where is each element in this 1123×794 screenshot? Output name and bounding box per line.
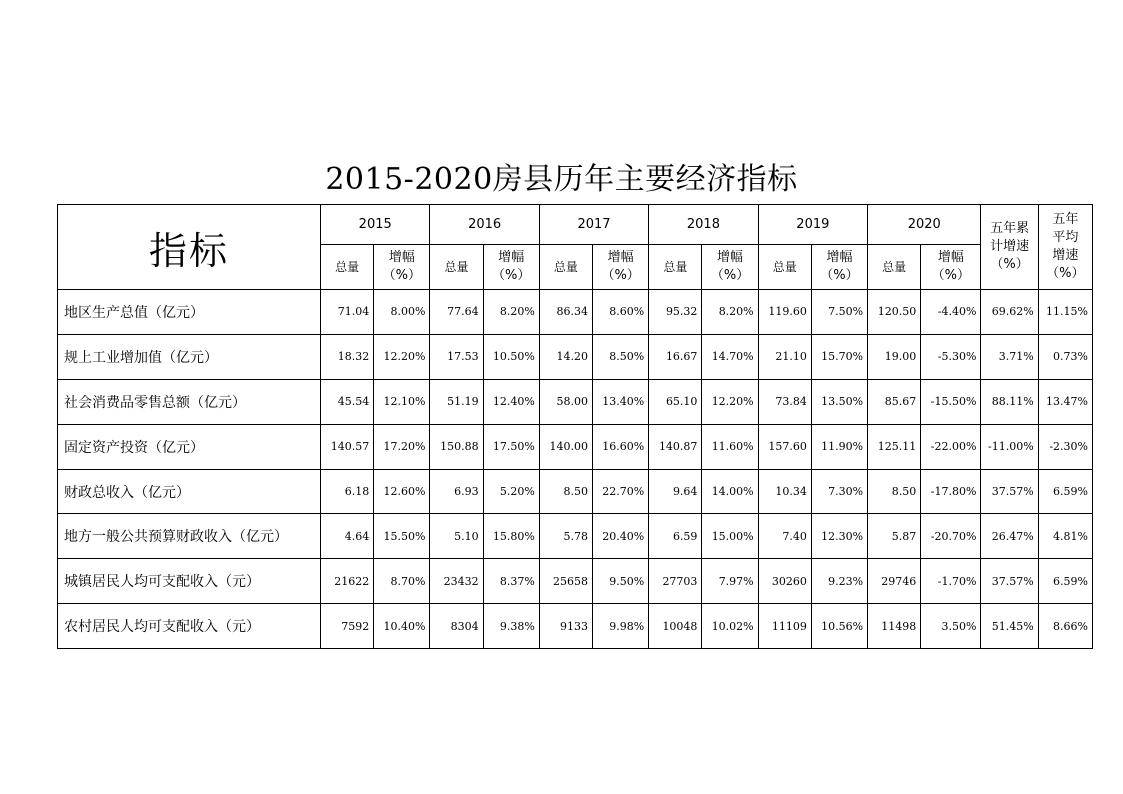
table-cell: 7.30% bbox=[811, 469, 867, 514]
total-header: 总量 bbox=[321, 245, 374, 290]
table-cell: -20.70% bbox=[921, 514, 981, 559]
table-cell: 5.10 bbox=[430, 514, 483, 559]
table-cell: 10.02% bbox=[702, 604, 758, 649]
growth-header: 增幅 （%） bbox=[374, 245, 430, 290]
table-row bbox=[58, 604, 1093, 649]
table-cell: 11.90% bbox=[811, 424, 867, 469]
table-cell: 21622 bbox=[321, 559, 374, 604]
table-cell: 14.00% bbox=[702, 469, 758, 514]
table-cell: 10.40% bbox=[374, 604, 430, 649]
table-cell: 6.93 bbox=[430, 469, 483, 514]
table-cell: 58.00 bbox=[539, 379, 592, 424]
table-cell: -1.70% bbox=[921, 559, 981, 604]
table-cell: 9133 bbox=[539, 604, 592, 649]
table-cell: 25658 bbox=[539, 559, 592, 604]
growth-header: 增幅 （%） bbox=[593, 245, 649, 290]
table-cell: 7.97% bbox=[702, 559, 758, 604]
table-cell: 9.64 bbox=[649, 469, 702, 514]
table-cell: 6.59% bbox=[1038, 559, 1092, 604]
table-cell: 0.73% bbox=[1038, 334, 1092, 379]
table-cell: -4.40% bbox=[921, 290, 981, 335]
table-cell: 10.56% bbox=[811, 604, 867, 649]
table-cell: 8.37% bbox=[483, 559, 539, 604]
table-cell: 8.50 bbox=[539, 469, 592, 514]
table-cell: 125.11 bbox=[868, 424, 921, 469]
table-cell: 8.00% bbox=[374, 290, 430, 335]
table-cell: 8.50 bbox=[868, 469, 921, 514]
table-cell: 17.50% bbox=[483, 424, 539, 469]
table-row bbox=[58, 424, 1093, 469]
table-cell: 8.20% bbox=[702, 290, 758, 335]
row-label: 农村居民人均可支配收入（元） bbox=[58, 604, 321, 649]
table-cell: 22.70% bbox=[593, 469, 649, 514]
table-cell: 12.30% bbox=[811, 514, 867, 559]
table-cell: -15.50% bbox=[921, 379, 981, 424]
table-cell: 12.10% bbox=[374, 379, 430, 424]
table-cell: 15.70% bbox=[811, 334, 867, 379]
table-cell: 8.20% bbox=[483, 290, 539, 335]
year-header: 2016 bbox=[430, 205, 539, 245]
table-cell: 150.88 bbox=[430, 424, 483, 469]
table-cell: 4.64 bbox=[321, 514, 374, 559]
growth-header: 增幅 （%） bbox=[921, 245, 981, 290]
row-label: 固定资产投资（亿元） bbox=[58, 424, 321, 469]
year-header: 2020 bbox=[868, 205, 981, 245]
row-label: 地区生产总值（亿元） bbox=[58, 290, 321, 335]
table-cell: 29746 bbox=[868, 559, 921, 604]
table-cell: 51.45% bbox=[981, 604, 1038, 649]
table-cell: 5.87 bbox=[868, 514, 921, 559]
total-header: 总量 bbox=[649, 245, 702, 290]
table-cell: 16.60% bbox=[593, 424, 649, 469]
table-cell: 71.04 bbox=[321, 290, 374, 335]
table-cell: -2.30% bbox=[1038, 424, 1092, 469]
table-cell: 140.00 bbox=[539, 424, 592, 469]
table-cell: 8.60% bbox=[593, 290, 649, 335]
table-cell: 73.84 bbox=[758, 379, 811, 424]
table-cell: 8.70% bbox=[374, 559, 430, 604]
table-cell: 15.00% bbox=[702, 514, 758, 559]
table-cell: 12.60% bbox=[374, 469, 430, 514]
table-cell: 9.98% bbox=[593, 604, 649, 649]
growth-header: 增幅 （%） bbox=[702, 245, 758, 290]
table-cell: 9.38% bbox=[483, 604, 539, 649]
table-cell: 3.50% bbox=[921, 604, 981, 649]
table-cell: 11109 bbox=[758, 604, 811, 649]
table-cell: 8.50% bbox=[593, 334, 649, 379]
table-cell: 69.62% bbox=[981, 290, 1038, 335]
table-cell: 15.50% bbox=[374, 514, 430, 559]
table-cell: 8.66% bbox=[1038, 604, 1092, 649]
table-cell: 86.34 bbox=[539, 290, 592, 335]
five-year-cumulative-header: 五年累 计增速 （%） bbox=[981, 205, 1038, 290]
year-header: 2017 bbox=[539, 205, 648, 245]
table-cell: -17.80% bbox=[921, 469, 981, 514]
total-header: 总量 bbox=[758, 245, 811, 290]
table-cell: 9.50% bbox=[593, 559, 649, 604]
table-cell: -11.00% bbox=[981, 424, 1038, 469]
table-cell: -5.30% bbox=[921, 334, 981, 379]
year-header: 2015 bbox=[321, 205, 430, 245]
table-cell: 6.59% bbox=[1038, 469, 1092, 514]
table-cell: 20.40% bbox=[593, 514, 649, 559]
table-cell: 37.57% bbox=[981, 469, 1038, 514]
table-cell: 27703 bbox=[649, 559, 702, 604]
row-label: 规上工业增加值（亿元） bbox=[58, 334, 321, 379]
table-cell: -22.00% bbox=[921, 424, 981, 469]
table-cell: 11498 bbox=[868, 604, 921, 649]
table-cell: 15.80% bbox=[483, 514, 539, 559]
table-cell: 140.87 bbox=[649, 424, 702, 469]
table-cell: 7.40 bbox=[758, 514, 811, 559]
table-cell: 21.10 bbox=[758, 334, 811, 379]
row-label: 城镇居民人均可支配收入（元） bbox=[58, 559, 321, 604]
total-header: 总量 bbox=[430, 245, 483, 290]
table-cell: 45.54 bbox=[321, 379, 374, 424]
table-cell: 10.50% bbox=[483, 334, 539, 379]
growth-header: 增幅 （%） bbox=[483, 245, 539, 290]
table-row bbox=[58, 379, 1093, 424]
table-cell: 10.34 bbox=[758, 469, 811, 514]
table-cell: 12.20% bbox=[374, 334, 430, 379]
table-cell: 88.11% bbox=[981, 379, 1038, 424]
table-cell: 7.50% bbox=[811, 290, 867, 335]
total-header: 总量 bbox=[868, 245, 921, 290]
table-cell: 14.70% bbox=[702, 334, 758, 379]
table-cell: 3.71% bbox=[981, 334, 1038, 379]
table-cell: 8304 bbox=[430, 604, 483, 649]
table-cell: 4.81% bbox=[1038, 514, 1092, 559]
row-label: 地方一般公共预算财政收入（亿元） bbox=[58, 514, 321, 559]
table-cell: 18.32 bbox=[321, 334, 374, 379]
table-row bbox=[58, 559, 1093, 604]
table-cell: 6.18 bbox=[321, 469, 374, 514]
table-cell: 5.78 bbox=[539, 514, 592, 559]
table-cell: 11.60% bbox=[702, 424, 758, 469]
table-cell: 23432 bbox=[430, 559, 483, 604]
table-cell: 30260 bbox=[758, 559, 811, 604]
row-label: 社会消费品零售总额（亿元） bbox=[58, 379, 321, 424]
table-cell: 95.32 bbox=[649, 290, 702, 335]
indicator-header: 指标 bbox=[58, 205, 321, 290]
table-cell: 77.64 bbox=[430, 290, 483, 335]
table-cell: 13.47% bbox=[1038, 379, 1092, 424]
five-year-average-header: 五年 平均 增速 （%） bbox=[1038, 205, 1092, 290]
page-title: 2015-2020房县历年主要经济指标 bbox=[325, 162, 798, 197]
table-cell: 19.00 bbox=[868, 334, 921, 379]
table-cell: 16.67 bbox=[649, 334, 702, 379]
table-cell: 140.57 bbox=[321, 424, 374, 469]
row-label: 财政总收入（亿元） bbox=[58, 469, 321, 514]
table-cell: 13.40% bbox=[593, 379, 649, 424]
table-cell: 12.40% bbox=[483, 379, 539, 424]
total-header: 总量 bbox=[539, 245, 592, 290]
year-header: 2018 bbox=[649, 205, 758, 245]
table-cell: 51.19 bbox=[430, 379, 483, 424]
table-cell: 9.23% bbox=[811, 559, 867, 604]
year-header: 2019 bbox=[758, 205, 867, 245]
table-cell: 65.10 bbox=[649, 379, 702, 424]
table-cell: 119.60 bbox=[758, 290, 811, 335]
table-body bbox=[58, 290, 1093, 649]
table-cell: 5.20% bbox=[483, 469, 539, 514]
table-cell: 120.50 bbox=[868, 290, 921, 335]
table-cell: 85.67 bbox=[868, 379, 921, 424]
table-cell: 14.20 bbox=[539, 334, 592, 379]
table-cell: 10048 bbox=[649, 604, 702, 649]
table-row bbox=[58, 290, 1093, 335]
table-row bbox=[58, 469, 1093, 514]
economic-indicators-table bbox=[57, 204, 1093, 649]
table-cell: 37.57% bbox=[981, 559, 1038, 604]
table-cell: 12.20% bbox=[702, 379, 758, 424]
table-cell: 11.15% bbox=[1038, 290, 1092, 335]
table-cell: 17.20% bbox=[374, 424, 430, 469]
growth-header: 增幅 （%） bbox=[811, 245, 867, 290]
table-cell: 26.47% bbox=[981, 514, 1038, 559]
table-cell: 17.53 bbox=[430, 334, 483, 379]
table-cell: 7592 bbox=[321, 604, 374, 649]
table-cell: 6.59 bbox=[649, 514, 702, 559]
table-row bbox=[58, 514, 1093, 559]
table-cell: 13.50% bbox=[811, 379, 867, 424]
table-row bbox=[58, 334, 1093, 379]
table-cell: 157.60 bbox=[758, 424, 811, 469]
header-row-years bbox=[58, 205, 1093, 245]
